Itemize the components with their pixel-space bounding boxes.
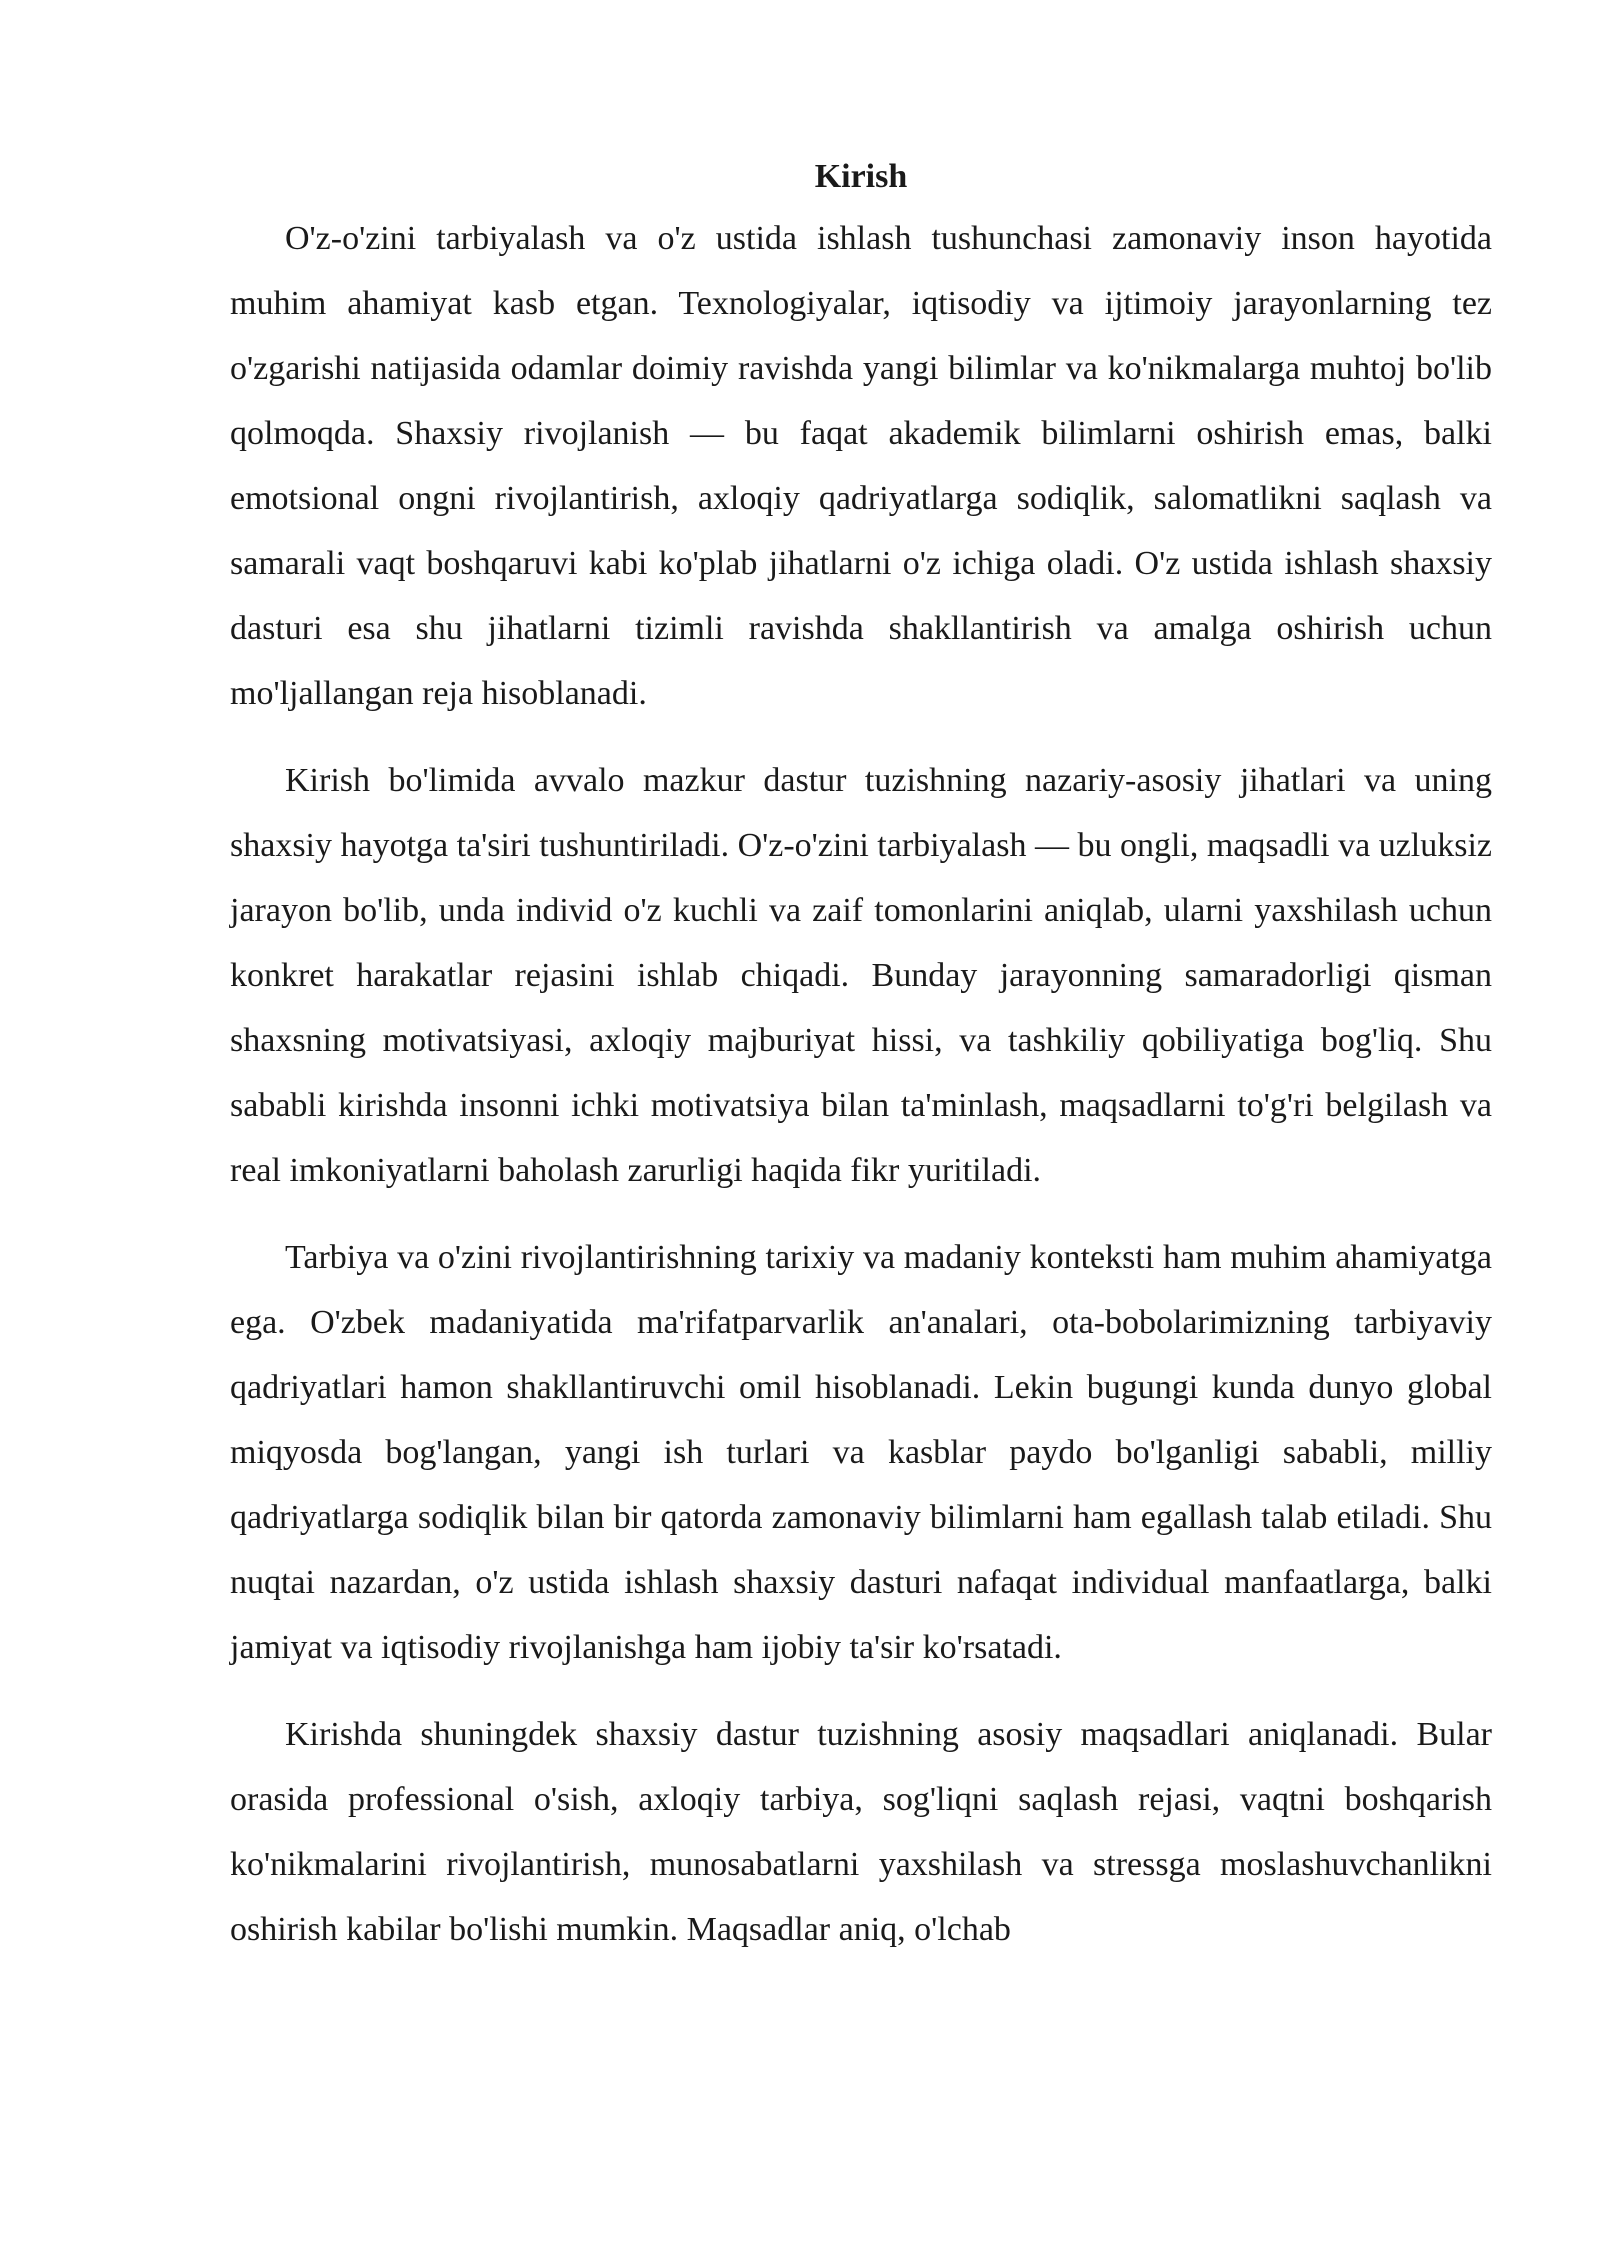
section-title: Kirish [814, 158, 908, 195]
document-body [230, 148, 1492, 1984]
paragraph-1: O'z-o'zini tarbiyalash va o'z ustida ishlash tushunchasi zamonaviy inson hayotida muhim ahamiyat kasb etgan. Texnologiyalar, iqtisodiy va ijtimoiy jarayonlarning tez o'zgarishi natijasida odamlar doimiy ravishda yangi bilimlar va ko'nikmalarga muhtoj bo'lib qolmoqda. Shaxsiy rivojlanish — bu faqat akademik bilimlarni oshirish emas, balki emotsional ongni rivojlantirish, axloqiy qadriyatlarga sodiqlik, salomatlikni saqlash va samarali vaqt boshqaruvi kabi ko'plab jihatlarni o'z ichiga oladi. O'z ustida ishlash shaxsiy dasturi esa shu jihatlarni tizimli ravishda shakllantirish va amalga oshirish uchun mo'ljallangan reja hisoblanadi. [230, 220, 1492, 712]
paragraph-4: Kirishda shuningdek shaxsiy dastur tuzishning asosiy maqsadlari aniqlanadi. Bular orasida professional o'sish, axloqiy tarbiya, sog'liqni saqlash rejasi, vaqtni boshqarish ko'nikmalarini rivojlantirish, munosabatlarni yaxshilash va stressga moslashuvchanlikni oshirish kabilar bo'lishi mumkin. Maqsadlar aniq, o'lchab [230, 1716, 1492, 1948]
paragraph-2: Kirish bo'limida avvalo mazkur dastur tuzishning nazariy-asosiy jihatlari va uning shaxsiy hayotga ta'siri tushuntiriladi. O'z-o'zini tarbiyalash — bu ongli, maqsadli va uzluksiz jarayon bo'lib, unda individ o'z kuchli va zaif tomonlarini aniqlab, ularni yaxshilash uchun konkret harakatlar rejasini ishlab chiqadi. Bunday jarayonning samaradorligi qisman shaxsning motivatsiyasi, axloqiy majburiyat hissi, va tashkiliy qobiliyatiga bog'liq. Shu sababli kirishda insonni ichki motivatsiya bilan ta'minlash, maqsadlarni to'g'ri belgilash va real imkoniyatlarni baholash zarurligi haqida fikr yuritiladi. [230, 762, 1492, 1189]
paragraph-3: Tarbiya va o'zini rivojlantirishning tarixiy va madaniy konteksti ham muhim ahamiyatga ega. O'zbek madaniyatida ma'rifatparvarlik an'analari, ota-bobolarimizning tarbiyaviy qadriyatlari hamon shakllantiruvchi omil hisoblanadi. Lekin bugungi kunda dunyo global miqyosda bog'langan, yangi ish turlari va kasblar paydo bo'lganligi sababli, milliy qadriyatlarga sodiqlik bilan bir qatorda zamonaviy bilimlarni ham egallash talab etiladi. Shu nuqtai nazardan, o'z ustida ishlash shaxsiy dasturi nafaqat individual manfaatlarga, balki jamiyat va iqtisodiy rivojlanishga ham ijobiy ta'sir ko'rsatadi. [230, 1239, 1492, 1666]
